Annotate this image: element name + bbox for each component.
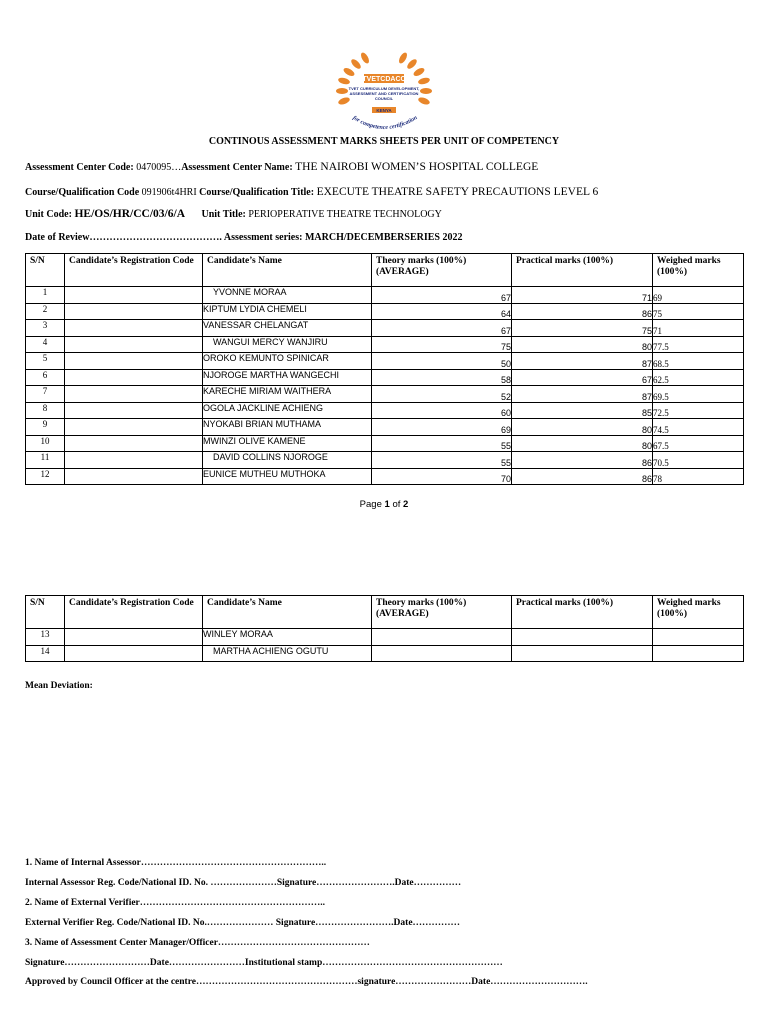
unit-code-label: Unit Code: [25,209,72,220]
svg-text:COUNCIL: COUNCIL [374,96,394,101]
cell-candidate-name: OROKO KEMUNTO SPINICAR [203,353,372,370]
header-practical-marks: Practical marks (100%) [512,254,653,287]
svg-text:ASSESSMENT AND CERTIFICATION: ASSESSMENT AND CERTIFICATION [349,91,419,96]
cell-registration-code [65,336,203,353]
page-number-of: of [392,499,401,510]
table-row [26,336,744,353]
cell-candidate-name: NYOKABI BRIAN MUTHAMA [203,419,372,436]
unit-title-value: PERIOPERATIVE THEATRE TECHNOLOGY [248,209,442,220]
cell-practical [512,629,653,646]
page-number-total: 2 [403,499,409,510]
mean-deviation-label: Mean Deviation: [25,681,93,691]
cell-registration-code [65,386,203,403]
cell-theory: 55 [372,435,512,452]
cell-theory: 55 [372,452,512,469]
cell-weighed: 62.5 [653,369,744,386]
cell-practical: 86 [512,303,653,320]
cell-sn: 11 [26,452,65,469]
unit-line [25,208,442,220]
center-name-value: THE NAIROBI WOMEN’S HOSPITAL COLLEGE [295,161,539,173]
course-code-label: Course/Qualification Code [25,187,140,198]
internal-assessor-name-line: 1. Name of Internal Assessor………………………………………………….. [25,858,327,868]
cell-theory: 58 [372,369,512,386]
cell-practical: 67 [512,369,653,386]
cell-practical: 87 [512,386,653,403]
center-manager-name-line: 3. Name of Assessment Center Manager/Officer………………………………………… [25,938,370,948]
course-line [25,186,598,198]
cell-theory [372,645,512,662]
center-code-value: 0470095… [136,162,182,173]
table-row [26,287,744,304]
cell-candidate-name: MWINZI OLIVE KAMENE [203,435,372,452]
council-logo [325,50,443,136]
cell-practical: 85 [512,402,653,419]
marks-table-page2 [25,595,744,662]
cell-practical: 86 [512,468,653,485]
cell-sn: 2 [26,303,65,320]
course-code-value: 091906t4HRI [141,187,197,198]
table-row [26,629,744,646]
page-number-prefix: Page [359,499,382,510]
cell-candidate-name: VANESSAR CHELANGAT [203,320,372,337]
internal-assessor-id-line: Internal Assessor Reg. Code/National ID. No. …………………Signature…………………….Date…………… [25,878,462,888]
external-verifier-id-line: External Verifier Reg. Code/National ID. No.………………… Signature…………………….Date…………… [25,918,461,928]
cell-theory: 70 [372,468,512,485]
cell-sn: 14 [26,645,65,662]
cell-practical: 80 [512,419,653,436]
cell-weighed: 71 [653,320,744,337]
header-theory-marks: Theory marks (100%) (AVERAGE) [372,596,512,629]
cell-registration-code [65,419,203,436]
cell-sn: 6 [26,369,65,386]
cell-candidate-name: DAVID COLLINS NJOROGE [203,452,372,469]
table-row [26,369,744,386]
page-number [0,499,768,510]
cell-candidate-name: WANGUI MERCY WANJIRU [203,336,372,353]
cell-theory: 67 [372,320,512,337]
document-title: CONTINOUS ASSESSMENT MARKS SHEETS PER UNIT OF COMPETENCY [208,136,560,147]
table-row [26,386,744,403]
table-row [26,645,744,662]
cell-registration-code [65,645,203,662]
cell-weighed: 77.5 [653,336,744,353]
cell-registration-code [65,629,203,646]
marks-table-page1 [25,253,744,485]
cell-practical [512,645,653,662]
table-row [26,419,744,436]
cell-practical: 87 [512,353,653,370]
center-code-label: Assessment Center Code: [25,162,134,173]
cell-candidate-name: OGOLA JACKLINE ACHIENG [203,402,372,419]
review-text: Date of Review…………………………………. Assessment series: MARCH/DECEMBERSERIES 2022 [25,232,463,243]
cell-sn: 3 [26,320,65,337]
cell-sn: 4 [26,336,65,353]
header-weighed-marks: Weighed marks (100%) [653,254,744,287]
cell-registration-code [65,320,203,337]
header-candidate-name: Candidate’s Name [203,254,372,287]
unit-code-value: HE/OS/HR/CC/03/6/A [74,208,185,220]
cell-weighed: 67.5 [653,435,744,452]
center-manager-signature-line: Signature………………………Date……………………Institutional stamp………………………………………………… [25,958,503,968]
cell-practical: 71 [512,287,653,304]
header-sn: S/N [26,596,65,629]
assessment-center-line [25,161,538,173]
table-header-row [26,596,744,629]
table-row [26,402,744,419]
cell-registration-code [65,353,203,370]
cell-candidate-name: MARTHA ACHIENG OGUTU [203,645,372,662]
cell-candidate-name: EUNICE MUTHEU MUTHOKA [203,468,372,485]
header-sn: S/N [26,254,65,287]
course-title-value: EXECUTE THEATRE SAFETY PRECAUTIONS LEVEL 6 [316,186,599,198]
cell-sn: 1 [26,287,65,304]
cell-weighed: 68.5 [653,353,744,370]
svg-text:for competence certification: for competence certification [351,114,419,132]
cell-registration-code [65,287,203,304]
external-verifier-name-line: 2. Name of External Verifier………………………………………………….. [25,898,326,908]
header-registration-code: Candidate’s Registration Code [65,596,203,629]
table-row [26,320,744,337]
review-line [25,232,462,243]
unit-title-label: Unit Title: [201,209,246,220]
cell-theory [372,629,512,646]
cell-sn: 12 [26,468,65,485]
cell-registration-code [65,468,203,485]
header-theory-marks: Theory marks (100%) (AVERAGE) [372,254,512,287]
cell-weighed: 69 [653,287,744,304]
cell-weighed [653,629,744,646]
header-candidate-name: Candidate’s Name [203,596,372,629]
cell-sn: 8 [26,402,65,419]
cell-weighed: 70.5 [653,452,744,469]
cell-weighed [653,645,744,662]
council-officer-approval-line: Approved by Council Officer at the centre……………………………………………signature……………………Date…………………………. [25,977,588,987]
cell-registration-code [65,303,203,320]
cell-registration-code [65,402,203,419]
table-row [26,303,744,320]
laurel-wreath-icon [325,50,443,136]
cell-theory: 50 [372,353,512,370]
cell-registration-code [65,452,203,469]
cell-sn: 9 [26,419,65,436]
cell-candidate-name: WINLEY MORAA [203,629,372,646]
cell-sn: 13 [26,629,65,646]
cell-candidate-name: KARECHE MIRIAM WAITHERA [203,386,372,403]
cell-weighed: 72.5 [653,402,744,419]
cell-weighed: 74.5 [653,419,744,436]
cell-theory: 67 [372,287,512,304]
cell-registration-code [65,435,203,452]
cell-practical: 75 [512,320,653,337]
cell-weighed: 78 [653,468,744,485]
cell-sn: 10 [26,435,65,452]
svg-text:TVETCDACC: TVETCDACC [362,76,406,83]
cell-practical: 86 [512,452,653,469]
table-row [26,452,744,469]
cell-registration-code [65,369,203,386]
svg-text:TVET CURRICULUM DEVELOPMENT,: TVET CURRICULUM DEVELOPMENT, [348,86,420,91]
table-row [26,353,744,370]
cell-theory: 64 [372,303,512,320]
cell-theory: 69 [372,419,512,436]
svg-text:KENYA: KENYA [376,108,392,113]
cell-weighed: 69.5 [653,386,744,403]
cell-theory: 75 [372,336,512,353]
page-number-current: 1 [384,499,390,510]
header-weighed-marks: Weighed marks (100%) [653,596,744,629]
table-header-row [26,254,744,287]
cell-sn: 7 [26,386,65,403]
table-row [26,468,744,485]
cell-candidate-name: KIPTUM LYDIA CHEMELI [203,303,372,320]
cell-candidate-name: YVONNE MORAA [203,287,372,304]
cell-theory: 52 [372,386,512,403]
table-row [26,435,744,452]
header-registration-code: Candidate’s Registration Code [65,254,203,287]
course-title-label: Course/Qualification Title: [199,187,315,198]
header-practical-marks: Practical marks (100%) [512,596,653,629]
cell-theory: 60 [372,402,512,419]
cell-weighed: 75 [653,303,744,320]
cell-sn: 5 [26,353,65,370]
cell-candidate-name: NJOROGE MARTHA WANGECHI [203,369,372,386]
cell-practical: 80 [512,435,653,452]
center-name-label: Assessment Center Name: [181,162,293,173]
cell-practical: 80 [512,336,653,353]
